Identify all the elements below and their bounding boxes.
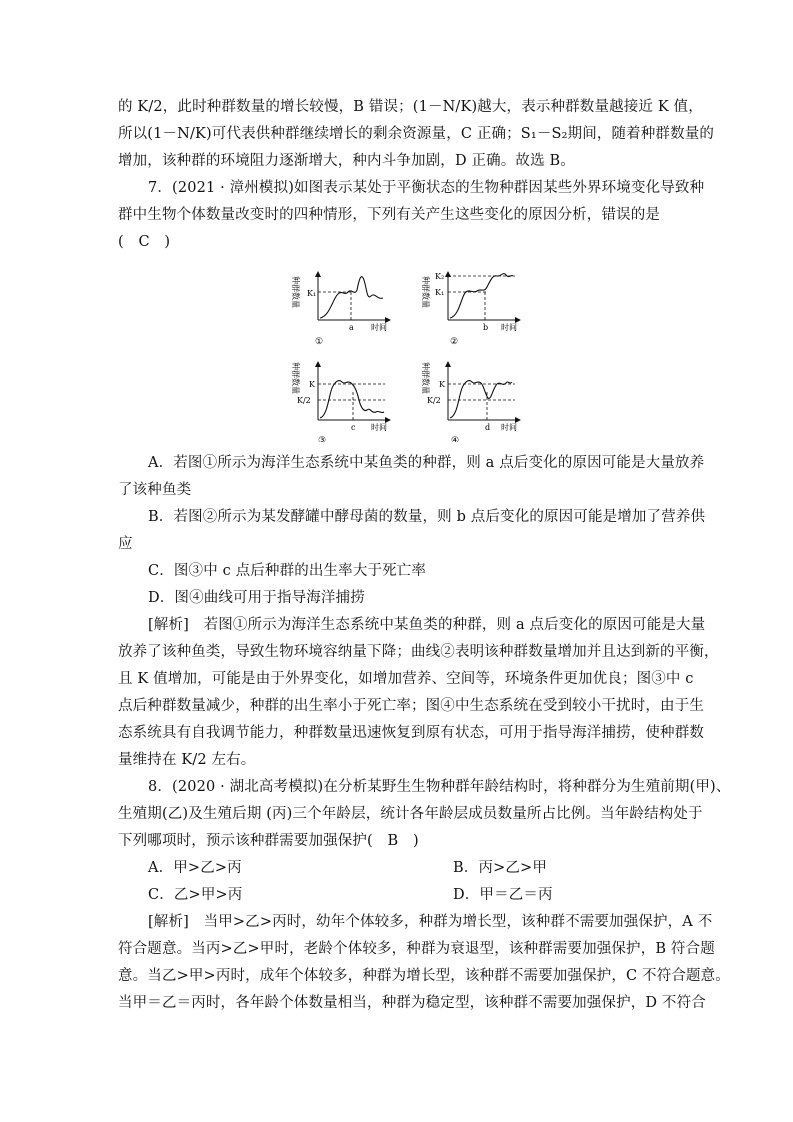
option-c: C．乙>甲>丙 <box>148 887 243 903</box>
text-line: 符合题意。当丙>乙>甲时，老龄个体较多，种群为衰退型，该种群需要加强保护，B 符合题 <box>118 941 715 957</box>
panel-2 <box>421 272 520 347</box>
x-axis-label: 时间 <box>501 323 517 332</box>
text-line: 且 K 值增加，可能是由于外界变化，如增加营养、空间等，环境条件更加优良；图③中 c <box>118 671 694 687</box>
panel-3 <box>291 362 390 442</box>
population-curves-figure <box>285 262 525 442</box>
x-axis-label: 时间 <box>371 423 387 432</box>
option-b: B．丙>乙>甲 <box>453 860 548 876</box>
text-line: 增加，该种群的环境阻力逐渐增大，种内斗争加剧，D 正确。故选 B。 <box>118 153 575 169</box>
y-axis-label: 种群数量 <box>291 276 300 308</box>
option-d: D．图④曲线可用于指导海洋捕捞 <box>148 590 365 606</box>
answer-7: ( C ) <box>118 234 171 250</box>
y-axis-label: 种群数量 <box>291 362 300 394</box>
k-label: K₁ <box>307 289 317 298</box>
panel-1 <box>291 272 390 347</box>
y-axis-label: 种群数量 <box>421 276 430 308</box>
panel-caption: ② <box>450 337 459 347</box>
text-line: 当甲＝乙＝丙时，各年龄个体数量相当，种群为稳定型，该种群不需要加强保护，D 不符合 <box>118 995 706 1011</box>
text-line: 下列哪项时，预示该种群需要加强保护( B ) <box>118 833 419 849</box>
text-line: 态系统具有自我调节能力，种群数量迅速恢复到原有状态，可用于指导海洋捕捞，使种群数 <box>118 725 704 741</box>
text-line: 意。当乙>甲>丙时，成年个体较多，种群为增长型，该种群不需要加强保护，C 不符合题意。 <box>118 968 730 984</box>
figure-svg <box>285 262 525 442</box>
text-line: 的 K/2，此时种群数量的增长较慢，B 错误；(1－N/K)越大，表示种群数量越接近 K 值， <box>118 99 703 115</box>
text-line: 所以(1－N/K)可代表供种群继续增长的剩余资源量，C 正确；S₁－S₂期间，随着种群数量的 <box>118 126 715 142</box>
k-label: K/2 <box>427 396 441 405</box>
text-line: 点后种群数量减少，种群的出生率小于死亡率；图④中生态系统在受到较小干扰时，由于生 <box>118 698 704 714</box>
y-axis-label: 种群数量 <box>421 362 430 394</box>
k-label: K/2 <box>297 396 311 405</box>
option-b-cont: 应 <box>118 536 133 552</box>
k-label: K <box>439 380 445 389</box>
k-label: K₂ <box>435 272 445 281</box>
option-c: C．图③中 c 点后种群的出生率大于死亡率 <box>148 563 427 579</box>
text-line: 生殖期(乙)及生殖后期 (丙)三个年龄层，统计各年龄层成员数量所占比例。当年龄结构处于 <box>118 806 703 822</box>
panel-4 <box>421 362 520 442</box>
panel-caption: ① <box>315 337 324 347</box>
analysis-8: [解析] 当甲>乙>丙时，幼年个体较多，种群为增长型，该种群不需要加强保护，A 不 <box>148 914 713 930</box>
analysis-7: [解析] 若图①所示为海洋生态系统中某鱼类的种群，则 a 点后变化的原因可能是大量 <box>148 617 706 633</box>
question-8-stem: 8．(2020 · 湖北高考模拟)在分析某野生生物种群年龄结构时，将种群分为生殖前期(甲)、 <box>148 779 731 795</box>
x-axis-label: 时间 <box>371 323 387 332</box>
point-label: d <box>485 423 491 432</box>
k-label: K₁ <box>435 288 445 297</box>
option-a: A．甲>乙>丙 <box>148 860 242 876</box>
text-line: 量维持在 K/2 左右。 <box>118 752 256 768</box>
text-line: 放养了该种鱼类，导致生物环境容纳量下降；曲线②表明该种群数量增加并且达到新的平衡， <box>118 644 719 660</box>
k-label: K <box>309 380 315 389</box>
point-label: a <box>349 323 354 332</box>
option-a-cont: 了该种鱼类 <box>118 482 192 498</box>
question-7-stem: 7．(2021 · 漳州模拟)如图表示某处于平衡状态的生物种群因某些外界环境变化导致种 <box>148 180 705 196</box>
option-a: A．若图①所示为海洋生态系统中某鱼类的种群，则 a 点后变化的原因可能是大量放养 <box>148 455 705 471</box>
x-axis-label: 时间 <box>501 423 517 432</box>
panel-caption: ④ <box>451 436 460 442</box>
option-b: B．若图②所示为某发酵罐中酵母菌的数量，则 b 点后变化的原因可能是增加了营养供 <box>148 509 706 525</box>
point-label: b <box>483 323 489 332</box>
option-d: D．甲＝乙＝丙 <box>453 887 553 903</box>
text-line: 群中生物个体数量改变时的四种情形，下列有关产生这些变化的原因分析，错误的是 <box>118 207 661 223</box>
point-label: c <box>351 423 356 432</box>
panel-caption: ③ <box>318 436 327 442</box>
